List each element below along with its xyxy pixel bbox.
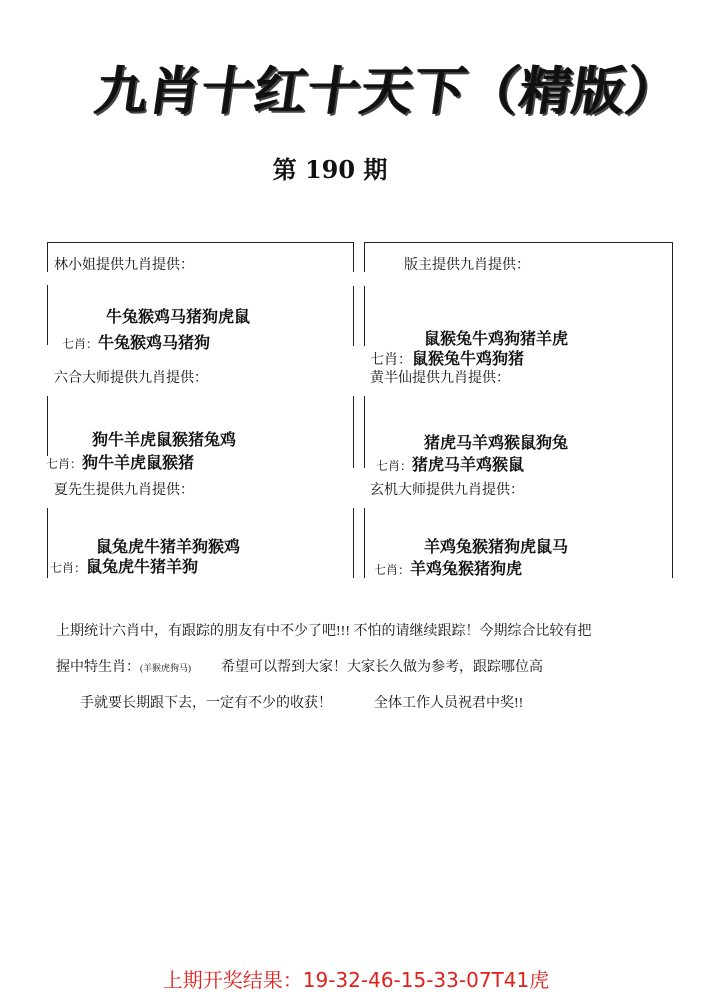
nine-zodiac: 猪虎马羊鸡猴鼠狗兔 bbox=[424, 433, 569, 452]
nine-zodiac: 羊鸡兔猴猪狗虎鼠马 bbox=[424, 537, 569, 556]
seven-zodiac: 七肖：羊鸡兔猴猪狗虎 bbox=[374, 559, 523, 578]
seven-zodiac: 七肖：猪虎马羊鸡猴鼠 bbox=[376, 455, 525, 474]
provider-label: 黄半仙提供九肖提供： bbox=[370, 371, 510, 386]
nine-zodiac: 狗牛羊虎鼠猴猪兔鸡 bbox=[92, 430, 237, 449]
paragraph-line-1: 上期统计六肖中，有跟踪的朋友有中不少了吧!!! 不怕的请继续跟踪！今期综合比较有把 bbox=[56, 624, 592, 639]
provider-label: 六合大师提供九肖提供： bbox=[54, 371, 208, 386]
nine-zodiac: 鼠兔虎牛猪羊狗猴鸡 bbox=[96, 537, 241, 556]
last-draw-result: 上期开奖结果：19-32-46-15-33-07T41虎 bbox=[162, 968, 550, 992]
provider-label: 版主提供九肖提供： bbox=[404, 258, 530, 273]
nine-zodiac: 牛兔猴鸡马猪狗虎鼠 bbox=[106, 307, 251, 326]
paragraph-line-2: 握中特生肖：(羊猴虎狗马) 希望可以帮到大家！大家长久做为参考，跟踪哪位高 bbox=[56, 660, 543, 675]
paragraph-line-3: 手就要长期跟下去，一定有不少的收获！ 全体工作人员祝君中奖!! bbox=[80, 696, 524, 711]
seven-zodiac: 七肖：鼠猴兔牛鸡狗猪 bbox=[370, 349, 525, 368]
provider-label: 玄机大师提供九肖提供： bbox=[370, 483, 524, 498]
seven-zodiac: 七肖：狗牛羊虎鼠猴猪 bbox=[46, 453, 195, 472]
seven-zodiac: 七肖：牛兔猴鸡马猪狗 bbox=[62, 333, 211, 352]
issue-number: 第 190 期 bbox=[272, 155, 388, 184]
provider-label: 夏先生提供九肖提供： bbox=[54, 483, 194, 498]
special-zodiac-note: (羊猴虎狗马) bbox=[140, 663, 191, 673]
page-title: 九肖十红十天下（精版） bbox=[91, 62, 684, 122]
seven-zodiac: 七肖：鼠兔虎牛猪羊狗 bbox=[50, 557, 199, 576]
provider-label: 林小姐提供九肖提供： bbox=[54, 258, 194, 273]
nine-zodiac: 鼠猴兔牛鸡狗猪羊虎 bbox=[424, 329, 569, 348]
